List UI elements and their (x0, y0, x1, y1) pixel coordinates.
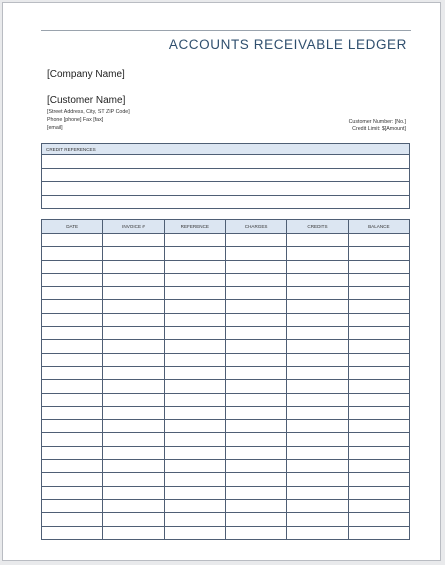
ledger-cell-balance[interactable] (348, 486, 409, 499)
ledger-row (42, 353, 410, 366)
ledger-cell-invoice[interactable] (103, 446, 164, 459)
ledger-cell-credits[interactable] (287, 366, 348, 379)
ledger-cell-date[interactable] (42, 234, 103, 247)
customer-name: [Customer Name] (47, 95, 126, 106)
ledger-cell-credits[interactable] (287, 234, 348, 247)
ledger-cell-balance[interactable] (348, 473, 409, 486)
ledger-row (42, 446, 410, 459)
ledger-cell-invoice[interactable] (103, 433, 164, 446)
ledger-cell-invoice[interactable] (103, 340, 164, 353)
ledger-row (42, 366, 410, 379)
ledger-cell-credits[interactable] (287, 393, 348, 406)
ledger-row (42, 260, 410, 273)
ledger-cell-date[interactable] (42, 486, 103, 499)
ledger-cell-credits[interactable] (287, 406, 348, 419)
ledger-cell-charges[interactable] (225, 366, 286, 379)
ledger-table (41, 219, 410, 540)
ledger-cell-balance[interactable] (348, 260, 409, 273)
ledger-cell-invoice[interactable] (103, 513, 164, 526)
ledger-row (42, 313, 410, 326)
ledger-cell-credits[interactable] (287, 513, 348, 526)
column-header-reference: REFERENCE (164, 220, 225, 234)
ledger-header-row (42, 220, 410, 234)
ledger-row (42, 406, 410, 419)
ledger-row (42, 380, 410, 393)
ledger-cell-balance[interactable] (348, 446, 409, 459)
ledger-cell-charges[interactable] (225, 433, 286, 446)
ledger-cell-date[interactable] (42, 273, 103, 286)
ledger-row (42, 420, 410, 433)
ledger-cell-reference[interactable] (164, 393, 225, 406)
ledger-cell-invoice[interactable] (103, 234, 164, 247)
credit-references-table (41, 143, 410, 209)
ledger-cell-balance[interactable] (348, 353, 409, 366)
ledger-cell-reference[interactable] (164, 420, 225, 433)
credit-reference-cell[interactable] (42, 155, 410, 169)
ledger-cell-balance[interactable] (348, 313, 409, 326)
customer-address: [Street Address, City, ST ZIP Code] (47, 109, 130, 115)
ledger-cell-credits[interactable] (287, 247, 348, 260)
ledger-cell-charges[interactable] (225, 526, 286, 539)
customer-number: Customer Number: [No.] (348, 119, 406, 125)
ledger-cell-charges[interactable] (225, 393, 286, 406)
ledger-cell-credits[interactable] (287, 460, 348, 473)
ledger-cell-credits[interactable] (287, 446, 348, 459)
ledger-row (42, 300, 410, 313)
ledger-cell-date[interactable] (42, 313, 103, 326)
ledger-cell-balance[interactable] (348, 460, 409, 473)
ledger-cell-invoice[interactable] (103, 260, 164, 273)
ledger-cell-invoice[interactable] (103, 353, 164, 366)
ledger-cell-balance[interactable] (348, 513, 409, 526)
ledger-cell-date[interactable] (42, 499, 103, 512)
ledger-cell-invoice[interactable] (103, 273, 164, 286)
credit-reference-row (42, 195, 410, 209)
ledger-cell-balance[interactable] (348, 273, 409, 286)
ledger-cell-date[interactable] (42, 473, 103, 486)
ledger-cell-reference[interactable] (164, 460, 225, 473)
ledger-cell-reference[interactable] (164, 433, 225, 446)
ledger-cell-date[interactable] (42, 287, 103, 300)
ledger-cell-reference[interactable] (164, 313, 225, 326)
ledger-cell-reference[interactable] (164, 513, 225, 526)
ledger-row (42, 460, 410, 473)
ledger-cell-charges[interactable] (225, 380, 286, 393)
ledger-cell-charges[interactable] (225, 273, 286, 286)
credit-reference-row (42, 155, 410, 169)
ledger-cell-charges[interactable] (225, 499, 286, 512)
ledger-cell-date[interactable] (42, 380, 103, 393)
ledger-cell-credits[interactable] (287, 340, 348, 353)
ledger-row (42, 499, 410, 512)
ledger-cell-date[interactable] (42, 513, 103, 526)
ledger-cell-invoice[interactable] (103, 406, 164, 419)
ledger-cell-invoice[interactable] (103, 460, 164, 473)
ledger-row (42, 327, 410, 340)
ledger-cell-reference[interactable] (164, 380, 225, 393)
ledger-cell-date[interactable] (42, 247, 103, 260)
ledger-cell-invoice[interactable] (103, 366, 164, 379)
ledger-cell-credits[interactable] (287, 287, 348, 300)
header-rule (41, 30, 411, 31)
ledger-cell-charges[interactable] (225, 513, 286, 526)
credit-reference-cell[interactable] (42, 182, 410, 196)
ledger-cell-date[interactable] (42, 406, 103, 419)
ledger-cell-reference[interactable] (164, 499, 225, 512)
ledger-cell-invoice[interactable] (103, 247, 164, 260)
customer-phone-fax: Phone [phone] Fax [fax] (47, 117, 104, 123)
ledger-cell-charges[interactable] (225, 327, 286, 340)
credit-reference-row (42, 182, 410, 196)
ledger-cell-date[interactable] (42, 446, 103, 459)
ledger-row (42, 473, 410, 486)
ledger-cell-invoice[interactable] (103, 380, 164, 393)
ledger-cell-charges[interactable] (225, 353, 286, 366)
ledger-cell-charges[interactable] (225, 340, 286, 353)
ledger-row (42, 287, 410, 300)
ledger-row (42, 513, 410, 526)
ledger-cell-invoice[interactable] (103, 300, 164, 313)
ledger-cell-date[interactable] (42, 420, 103, 433)
ledger-cell-charges[interactable] (225, 420, 286, 433)
ledger-cell-reference[interactable] (164, 406, 225, 419)
ledger-cell-charges[interactable] (225, 247, 286, 260)
ledger-cell-charges[interactable] (225, 287, 286, 300)
ledger-cell-date[interactable] (42, 300, 103, 313)
ledger-cell-invoice[interactable] (103, 499, 164, 512)
ledger-cell-credits[interactable] (287, 526, 348, 539)
ledger-row (42, 273, 410, 286)
ledger-cell-date[interactable] (42, 260, 103, 273)
ledger-cell-credits[interactable] (287, 380, 348, 393)
ledger-cell-charges[interactable] (225, 313, 286, 326)
ledger-cell-reference[interactable] (164, 327, 225, 340)
ledger-cell-reference[interactable] (164, 526, 225, 539)
ledger-row (42, 393, 410, 406)
ledger-cell-date[interactable] (42, 340, 103, 353)
ledger-cell-invoice[interactable] (103, 420, 164, 433)
column-header-charges: CHARGES (225, 220, 286, 234)
credit-reference-row (42, 168, 410, 182)
ledger-cell-charges[interactable] (225, 446, 286, 459)
customer-email: [email] (47, 125, 63, 131)
ledger-cell-charges[interactable] (225, 473, 286, 486)
credit-reference-cell[interactable] (42, 168, 410, 182)
column-header-invoice: INVOICE # (103, 220, 164, 234)
credit-references-header-row (42, 144, 410, 155)
ledger-cell-balance[interactable] (348, 327, 409, 340)
ledger-cell-reference[interactable] (164, 273, 225, 286)
ledger-cell-credits[interactable] (287, 273, 348, 286)
ledger-cell-date[interactable] (42, 366, 103, 379)
ledger-cell-invoice[interactable] (103, 486, 164, 499)
company-name: [Company Name] (47, 69, 125, 80)
ledger-cell-reference[interactable] (164, 446, 225, 459)
ledger-cell-balance[interactable] (348, 234, 409, 247)
ledger-row (42, 340, 410, 353)
ledger-cell-balance[interactable] (348, 526, 409, 539)
ledger-cell-credits[interactable] (287, 499, 348, 512)
ledger-cell-credits[interactable] (287, 473, 348, 486)
ledger-row (42, 526, 410, 539)
column-header-date: DATE (42, 220, 103, 234)
ledger-cell-reference[interactable] (164, 234, 225, 247)
ledger-cell-charges[interactable] (225, 234, 286, 247)
ledger-cell-balance[interactable] (348, 247, 409, 260)
ledger-cell-reference[interactable] (164, 486, 225, 499)
ledger-cell-charges[interactable] (225, 406, 286, 419)
ledger-cell-date[interactable] (42, 433, 103, 446)
ledger-cell-invoice[interactable] (103, 313, 164, 326)
ledger-cell-balance[interactable] (348, 366, 409, 379)
ledger-cell-credits[interactable] (287, 313, 348, 326)
ledger-cell-credits[interactable] (287, 433, 348, 446)
ledger-cell-reference[interactable] (164, 287, 225, 300)
ledger-cell-balance[interactable] (348, 499, 409, 512)
ledger-cell-reference[interactable] (164, 260, 225, 273)
ledger-cell-balance[interactable] (348, 433, 409, 446)
ledger-cell-balance[interactable] (348, 420, 409, 433)
ledger-cell-reference[interactable] (164, 300, 225, 313)
ledger-document-page (2, 2, 441, 561)
ledger-cell-credits[interactable] (287, 486, 348, 499)
ledger-cell-charges[interactable] (225, 260, 286, 273)
ledger-cell-invoice[interactable] (103, 526, 164, 539)
ledger-cell-reference[interactable] (164, 366, 225, 379)
ledger-row (42, 234, 410, 247)
ledger-cell-date[interactable] (42, 460, 103, 473)
ledger-cell-balance[interactable] (348, 300, 409, 313)
column-header-credits: CREDITS (287, 220, 348, 234)
ledger-cell-balance[interactable] (348, 340, 409, 353)
ledger-cell-credits[interactable] (287, 420, 348, 433)
ledger-cell-date[interactable] (42, 327, 103, 340)
credit-limit: Credit Limit: $[Amount] (352, 126, 406, 132)
ledger-cell-credits[interactable] (287, 260, 348, 273)
ledger-cell-charges[interactable] (225, 300, 286, 313)
ledger-row (42, 247, 410, 260)
ledger-cell-charges[interactable] (225, 460, 286, 473)
ledger-cell-balance[interactable] (348, 380, 409, 393)
ledger-cell-charges[interactable] (225, 486, 286, 499)
document-title: ACCOUNTS RECEIVABLE LEDGER (168, 37, 407, 52)
ledger-cell-date[interactable] (42, 393, 103, 406)
ledger-cell-balance[interactable] (348, 393, 409, 406)
ledger-cell-invoice[interactable] (103, 393, 164, 406)
ledger-cell-credits[interactable] (287, 300, 348, 313)
ledger-cell-reference[interactable] (164, 247, 225, 260)
ledger-cell-balance[interactable] (348, 406, 409, 419)
ledger-cell-credits[interactable] (287, 327, 348, 340)
ledger-cell-invoice[interactable] (103, 473, 164, 486)
ledger-cell-balance[interactable] (348, 287, 409, 300)
ledger-cell-date[interactable] (42, 526, 103, 539)
ledger-cell-credits[interactable] (287, 353, 348, 366)
ledger-row (42, 486, 410, 499)
ledger-row (42, 433, 410, 446)
ledger-cell-reference[interactable] (164, 340, 225, 353)
credit-references-header: CREDIT REFERENCES (42, 144, 410, 155)
ledger-cell-reference[interactable] (164, 473, 225, 486)
ledger-cell-invoice[interactable] (103, 287, 164, 300)
ledger-cell-reference[interactable] (164, 353, 225, 366)
ledger-cell-invoice[interactable] (103, 327, 164, 340)
credit-reference-cell[interactable] (42, 195, 410, 209)
ledger-cell-date[interactable] (42, 353, 103, 366)
column-header-balance: BALANCE (348, 220, 409, 234)
